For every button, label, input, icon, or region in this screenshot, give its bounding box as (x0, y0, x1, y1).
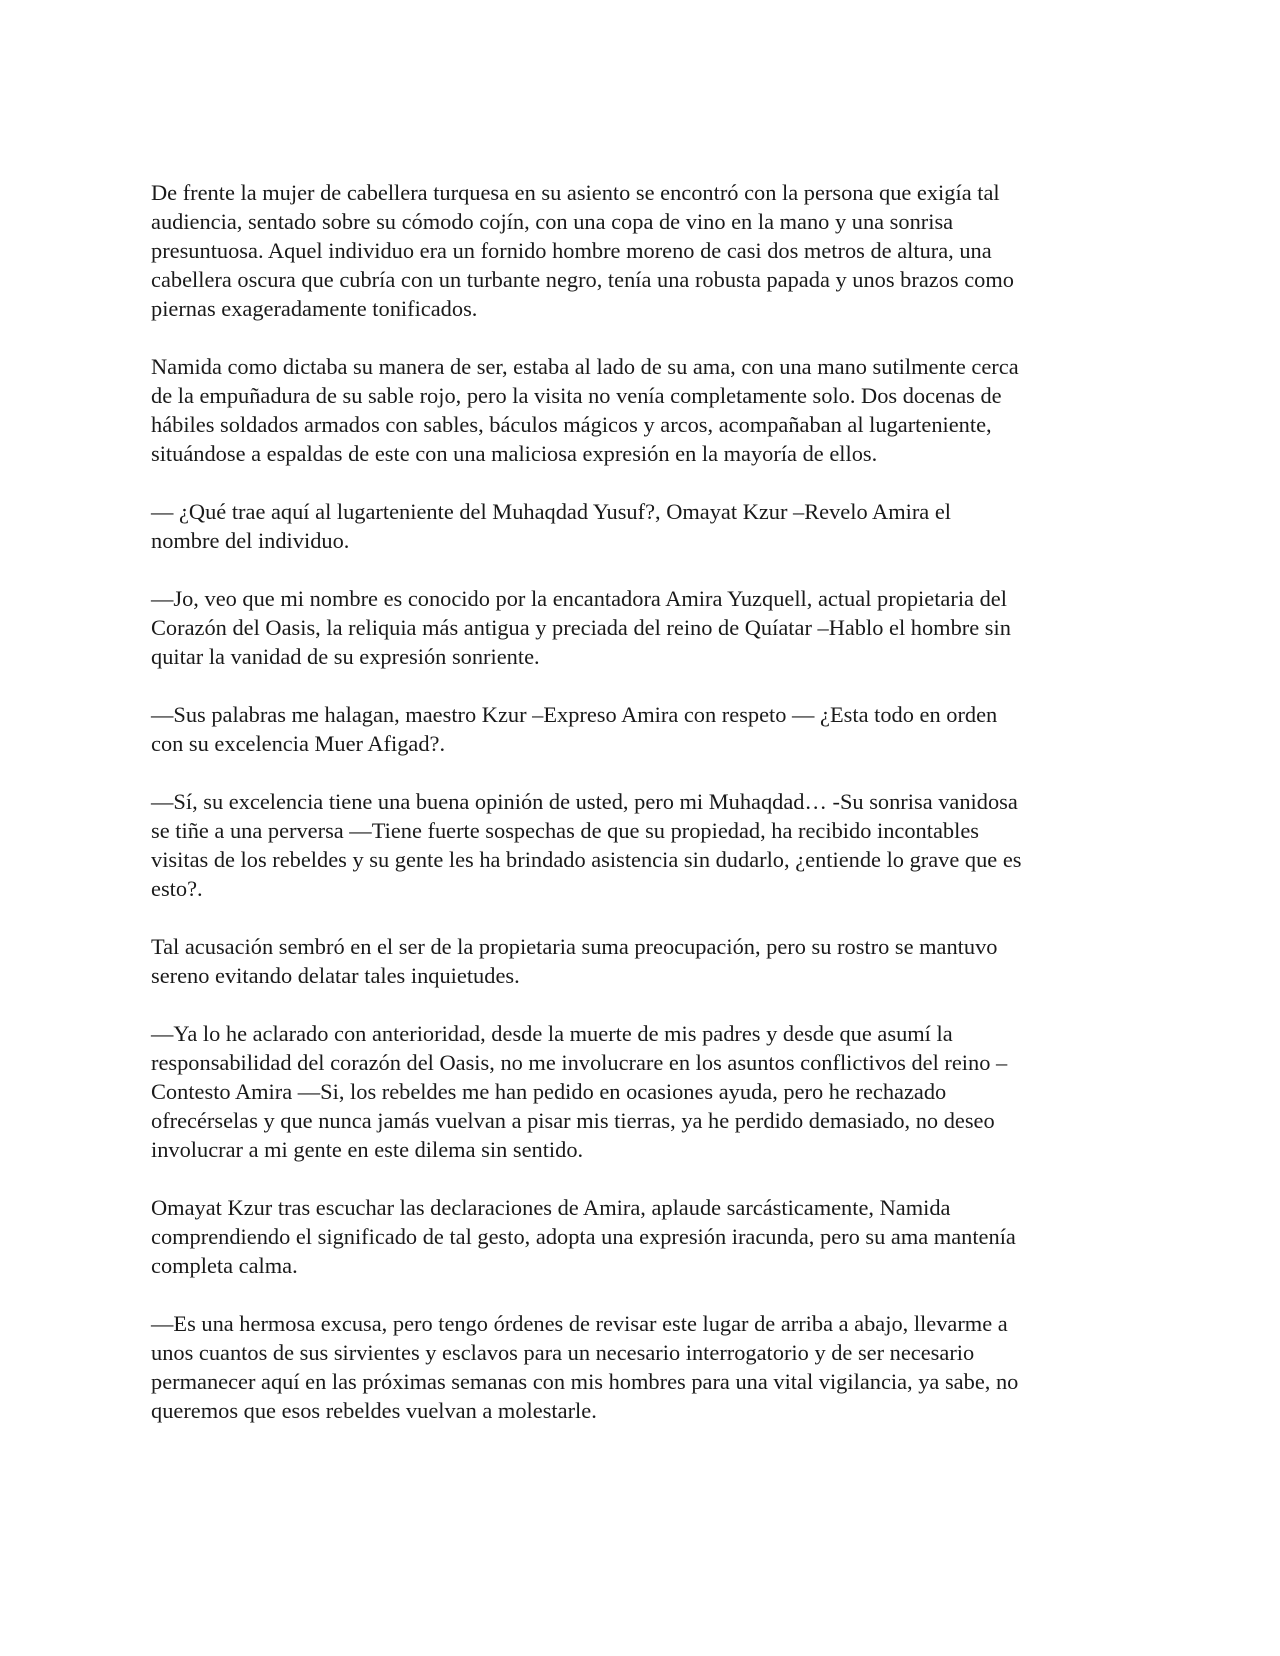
paragraph-7: Tal acusación sembró en el ser de la propietaria suma preocupación, pero su rostro se mantuvo sereno evitando delatar tales inquietudes. (151, 934, 998, 988)
paragraph-9: Omayat Kzur tras escuchar las declaraciones de Amira, aplaude sarcásticamente, Namida comprendiendo el significado de tal gesto, adopta una expresión iracunda, pero su ama mantenía completa calma. (151, 1195, 1016, 1278)
paragraph-8: —Ya lo he aclarado con anterioridad, desde la muerte de mis padres y desde que asumí la responsabilidad del corazón del Oasis, no me involucrare en los asuntos conflictivos del reino – Contesto Amira —Si, los rebeldes me han pedido en ocasiones ayuda, pero he rechazado ofrecérselas y que nunca jamás vuelvan a pisar mis tierras, ya he perdido demasiado, no deseo involucrar a mi gente en este dilema sin sentido. (151, 1021, 1008, 1162)
paragraph-4: —Jo, veo que mi nombre es conocido por la encantadora Amira Yuzquell, actual propietaria del Corazón del Oasis, la reliquia más antigua y preciada del reino de Quíatar –Hablo el hombre sin quitar la vanidad de su expresión sonriente. (151, 586, 1011, 669)
paragraph-1: De frente la mujer de cabellera turquesa en su asiento se encontró con la persona que exigía tal audiencia, sentado sobre su cómodo cojín, con una copa de vino en la mano y una sonrisa presuntuosa. Aquel individuo era un fornido hombre moreno de casi dos metros de altura, una cabellera oscura que cubría con un turbante negro, tenía una robusta papada y unos brazos como piernas exageradamente tonificados. (151, 180, 1014, 321)
paragraph-5: —Sus palabras me halagan, maestro Kzur –Expreso Amira con respeto — ¿Esta todo en orden con su excelencia Muer Afigad?. (151, 702, 998, 756)
paragraph-3: — ¿Qué trae aquí al lugarteniente del Muhaqdad Yusuf?, Omayat Kzur –Revelo Amira el nombre del individuo. (151, 499, 951, 553)
paragraph-2: Namida como dictaba su manera de ser, estaba al lado de su ama, con una mano sutilmente cerca de la empuñadura de su sable rojo, pero la visita no venía completamente solo. Dos docenas de hábiles soldados armados con sables, báculos mágicos y arcos, acompañaban al lugarteniente, situándose a espaldas de este con una maliciosa expresión en la mayoría de ellos. (151, 354, 1019, 466)
paragraph-10: —Es una hermosa excusa, pero tengo órdenes de revisar este lugar de arriba a abajo, llevarme a unos cuantos de sus sirvientes y esclavos para un necesario interrogatorio y de ser necesario permanecer aquí en las próximas semanas con mis hombres para una vital vigilancia, ya sabe, no queremos que esos rebeldes vuelvan a molestarle. (151, 1311, 1019, 1423)
document-page (151, 178, 1131, 1454)
paragraph-6: —Sí, su excelencia tiene una buena opinión de usted, pero mi Muhaqdad… -Su sonrisa vanidosa se tiñe a una perversa —Tiene fuerte sospechas de que su propiedad, ha recibido incontables visitas de los rebeldes y su gente les ha brindado asistencia sin dudarlo, ¿entiende lo grave que es esto?. (151, 789, 1022, 901)
